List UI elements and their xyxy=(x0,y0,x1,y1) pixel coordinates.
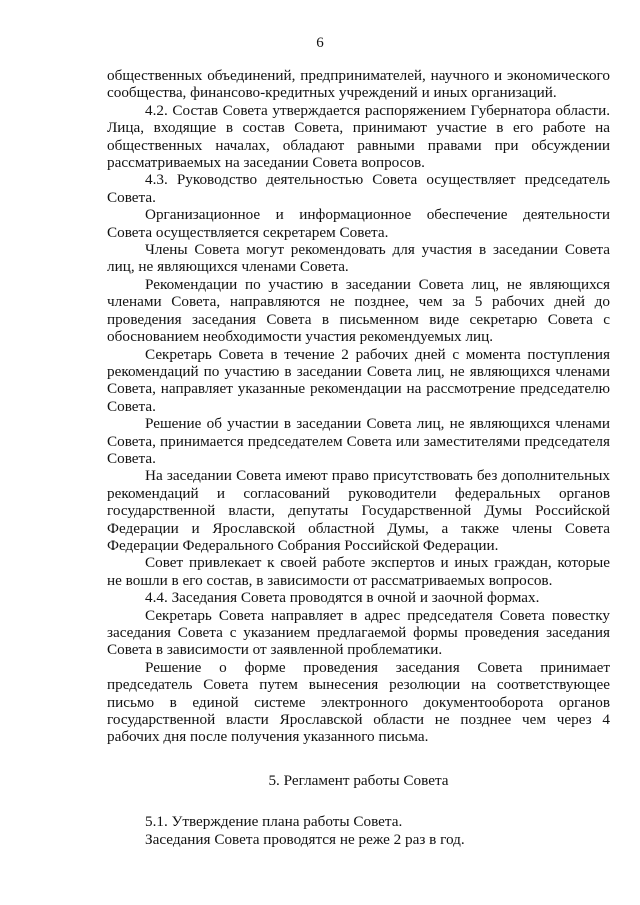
paragraph: общественных объединений, предпринимателей, научного и экономического сообщества, финансово-кредитных учреждений и иных организаций. xyxy=(107,67,610,102)
paragraph: На заседании Совета имеют право присутствовать без дополнительных рекомендаций и согласований руководители федеральных органов государственной власти, депутаты Государственной Думы Российской Федерации и Ярославской областной Думы, а также члены Совета Федерации Федерального Собрания Российской Федерации. xyxy=(107,467,610,554)
paragraph: Члены Совета могут рекомендовать для участия в заседании Совета лиц, не являющихся членами Совета. xyxy=(107,241,610,276)
page-number: 6 xyxy=(316,35,324,51)
paragraph: Секретарь Совета направляет в адрес председателя Совета повестку заседания Совета с указанием предлагаемой формы проведения заседания Совета в зависимости от заявленной проблематики. xyxy=(107,606,610,659)
paragraph: 5.1. Утверждение плана работы Совета. xyxy=(145,813,403,831)
paragraph: Решение об участии в заседании Совета лиц, не являющихся членами Совета, принимается председателем Совета или заместителями председателя Совета. xyxy=(107,415,610,467)
paragraph: Секретарь Совета в течение 2 рабочих дней с момента поступления рекомендаций по участию в заседании Совета лиц, не являющихся членами Совета, направляет указанные рекомендации на рассмотрение председателю Совета. xyxy=(107,345,610,415)
paragraph: Совет привлекает к своей работе экспертов и иных граждан, которые не вошли в его состав, в зависимости от рассматриваемых вопросов. xyxy=(107,554,610,589)
paragraph: 4.3. Руководство деятельностью Совета осуществляет председатель Совета. xyxy=(107,171,610,206)
paragraph: Решение о форме проведения заседания Совета принимает председатель Совета путем вынесения резолюции на соответствующее письмо в единой системе электронного документооборота органов государственной власти Ярославской области не позднее чем через 4 рабочих дня после получения указанного письма. xyxy=(107,658,610,746)
paragraph: Рекомендации по участию в заседании Совета лиц, не являющихся членами Совета, направляются не позднее, чем за 5 рабочих дней до проведения заседания Совета в письменном виде секретарю Совета с обоснованием необходимости участия рекомендуемых лиц. xyxy=(107,275,610,346)
paragraph: Заседания Совета проводятся не реже 2 раз в год. xyxy=(145,830,465,848)
paragraph: 4.2. Состав Совета утверждается распоряжением Губернатора области. Лица, входящие в состав Совета, принимают участие в его работе на общественных началах, обладают равными правами при обсуждении рассматриваемых на заседании Совета вопросов. xyxy=(107,101,610,172)
section-heading: 5. Регламент работы Совета xyxy=(268,771,449,789)
paragraph: Организационное и информационное обеспечение деятельности Совета осуществляется секретарем Совета. xyxy=(107,206,610,241)
paragraph: 4.4. Заседания Совета проводятся в очной и заочной формах. xyxy=(145,589,540,607)
document-body xyxy=(107,67,610,848)
